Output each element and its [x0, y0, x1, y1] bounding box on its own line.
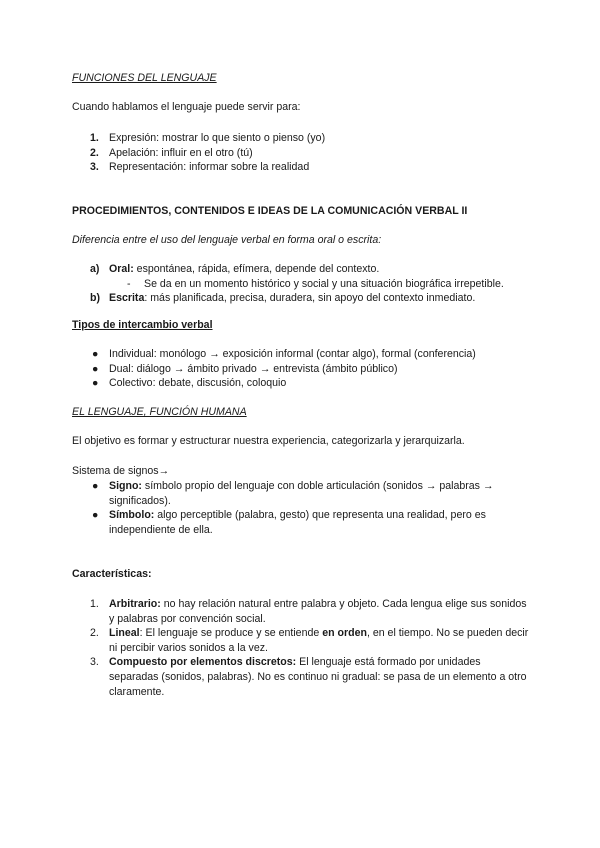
sub-item [72, 277, 530, 292]
definition-escrita: : más planificada, precisa, duradera, sin apoyo del contexto inmediato. [144, 292, 476, 305]
term-oral: Oral: [109, 263, 134, 275]
list-item [72, 362, 530, 377]
list-number: 3. [90, 656, 99, 669]
list-number: 1. [90, 598, 99, 610]
section-heading-caracteristicas: Características: [72, 568, 152, 580]
list-item-escrita [72, 291, 530, 306]
list-item [72, 347, 530, 362]
list-number: 3. [90, 161, 99, 174]
intro-funciones: Cuando hablamos el lenguaje puede servir para: [72, 101, 301, 113]
list-item [72, 146, 530, 161]
list-number: 2. [90, 146, 99, 159]
term-lineal: Lineal [109, 627, 140, 640]
list-item-lineal [72, 626, 530, 655]
definition-oral: espontánea, rápida, efímera, depende del contexto. [133, 263, 380, 275]
section-heading-lenguaje-humano: EL LENGUAJE, FUNCIÓN HUMANA [72, 406, 247, 418]
term-compuesto: Compuesto por elementos discretos: [109, 656, 297, 669]
list-item-text: Expresión: mostrar lo que siento o pienso (yo) [109, 132, 326, 144]
emphasis-en-orden: en orden [322, 627, 367, 640]
list-letter: b) [90, 292, 100, 305]
bullet-icon: ● [92, 348, 99, 360]
intro-objetivo: El objetivo es formar y estructurar nuestra experiencia, categorizarla y jerarquizarla. [72, 435, 465, 447]
funciones-list [72, 131, 530, 175]
list-item [72, 160, 530, 175]
subtitle-diferencia: Diferencia entre el uso del lenguaje verbal en forma oral o escrita: [72, 234, 382, 246]
list-item-arbitrario [72, 597, 530, 626]
definition-compuesto: El lenguaje está formado por unidades separadas (sonidos, palabras). No es continuo ni gradual: se pasa de un elemento a otro claramente. [109, 656, 527, 698]
bullet-icon: ● [92, 377, 99, 390]
section-heading-procedimientos: PROCEDIMIENTOS, CONTENIDOS E IDEAS DE LA COMUNICACIÓN VERBAL II [72, 205, 468, 217]
list-item-oral [72, 262, 530, 277]
tipos-list [72, 347, 530, 391]
term-arbitrario: Arbitrario: [109, 598, 161, 610]
bullet-icon: ● [92, 480, 99, 492]
term-escrita: Escrita [109, 292, 145, 305]
list-item-text: Colectivo: debate, discusión, coloquio [109, 377, 287, 390]
list-item-text: Apelación: influir en el otro (tú) [109, 146, 253, 159]
list-item-text: Individual: monólogo → exposición informal (contar algo), formal (conferencia) [109, 348, 476, 360]
sub-item-text: Se da en un momento histórico y social y una situación biográfica irrepetible. [144, 277, 504, 290]
dash-marker: - [127, 277, 131, 290]
definition-lineal-b: , en el tiempo. No se pueden decir ni percibir varios sonidos a la vez. [109, 627, 529, 654]
list-item [72, 131, 530, 146]
list-number: 2. [90, 627, 99, 640]
bullet-icon: ● [92, 362, 99, 375]
list-item-text: Representación: informar sobre la realidad [109, 161, 310, 174]
term-simbolo: Símbolo: [109, 509, 155, 522]
definition-simbolo: algo perceptible (palabra, gesto) que representa una realidad, pero es independiente de ella. [109, 509, 486, 536]
list-item-compuesto [72, 655, 530, 699]
list-item [72, 376, 530, 391]
signs-label: Sistema de signos→ [72, 465, 170, 477]
definition-lineal-a: : El lenguaje se produce y se entiende [139, 627, 323, 640]
oral-escrita-list [72, 262, 530, 306]
term-signo: Signo: [109, 480, 142, 492]
section-heading-tipos: Tipos de intercambio verbal [72, 319, 213, 331]
definition-arbitrario: no hay relación natural entre palabra y objeto. Cada lengua elige sus sonidos y palabras por convención social. [109, 598, 527, 625]
signos-list [72, 479, 530, 537]
definition-signo: símbolo propio del lenguaje con doble articulación (sonidos → palabras → significados). [109, 480, 494, 507]
list-item-text: Dual: diálogo → ámbito privado → entrevista (ámbito público) [109, 362, 398, 375]
list-item-simbolo [72, 508, 530, 537]
section-heading-funciones: FUNCIONES DEL LENGUAJE [72, 72, 217, 84]
list-letter: a) [90, 263, 100, 275]
list-item-signo [72, 479, 530, 508]
caracteristicas-list [72, 597, 530, 699]
list-number: 1. [90, 132, 99, 144]
bullet-icon: ● [92, 509, 99, 522]
